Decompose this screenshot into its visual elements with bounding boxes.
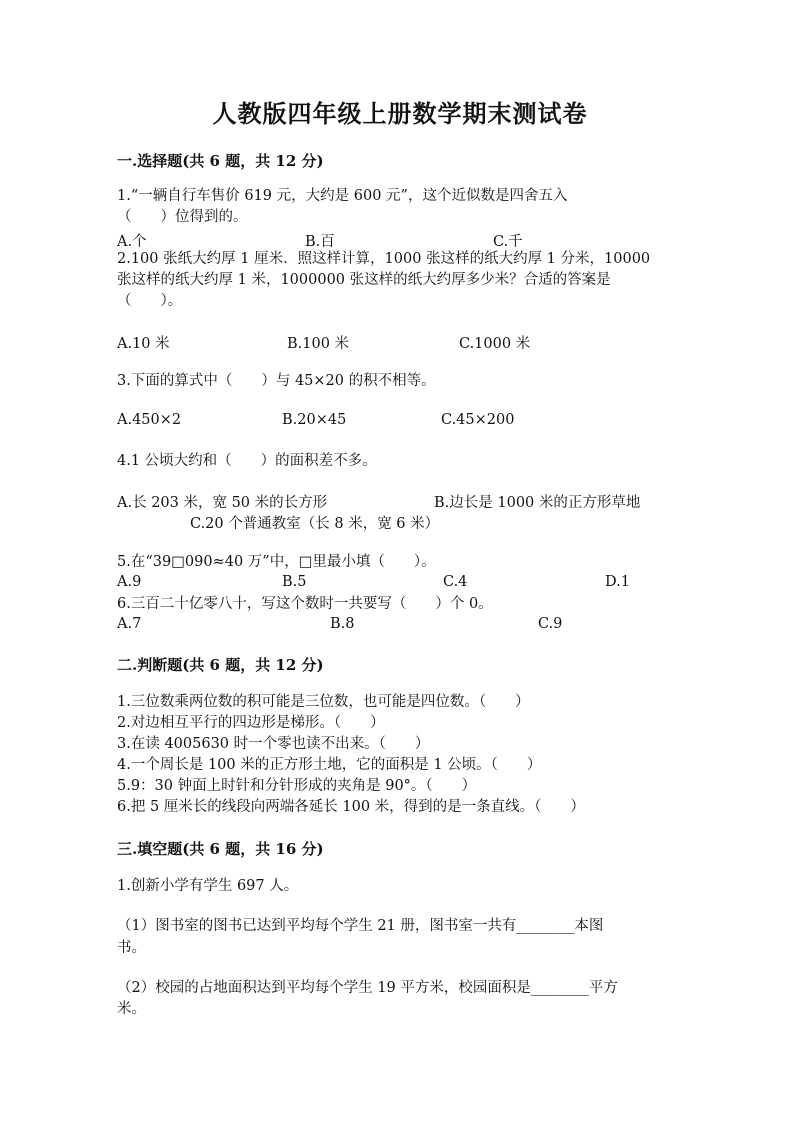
question-text: （1）图书室的图书已达到平均每个学生 21 册，图书室一共有________本图 bbox=[117, 918, 604, 934]
question-text: 4.1 公顷大约和（ ）的面积差不多。 bbox=[117, 453, 377, 469]
question-text: 米。 bbox=[117, 1001, 146, 1017]
page-title: 人教版四年级上册数学期末测试卷 bbox=[212, 99, 588, 128]
section-heading-judgement: 二.判断题(共 6 题，共 12 分) bbox=[117, 656, 324, 674]
statement-item: 5.9：30 钟面上时针和分针形成的夹角是 90°。（ ） bbox=[117, 778, 477, 794]
option-a: A.7 bbox=[117, 616, 142, 632]
statement-item: 4.一个周长是 100 米的正方形土地，它的面积是 1 公顷。（ ） bbox=[117, 757, 542, 773]
option-a: A.450×2 bbox=[117, 412, 182, 428]
option-a: A.9 bbox=[117, 574, 142, 590]
option-c: C.千 bbox=[493, 234, 523, 250]
option-b: B.边长是 1000 米的正方形草地 bbox=[434, 495, 641, 511]
option-b: B.100 米 bbox=[287, 336, 350, 352]
option-a: A.个 bbox=[117, 234, 147, 250]
statement-item: 1.三位数乘两位数的积可能是三位数，也可能是四位数。（ ） bbox=[117, 694, 530, 710]
statement-item: 6.把 5 厘米长的线段向两端各延长 100 米，得到的是一条直线。（ ） bbox=[117, 799, 585, 815]
question-text: （ ）位得到的。 bbox=[117, 209, 248, 225]
option-c: C.1000 米 bbox=[459, 336, 531, 352]
section-heading-choice: 一.选择题(共 6 题，共 12 分) bbox=[117, 152, 324, 170]
question-text: 2.100 张纸大约厚 1 厘米．照这样计算，1000 张这样的纸大约厚 1 分米，10000 bbox=[117, 251, 651, 267]
option-c: C.9 bbox=[538, 616, 563, 632]
option-a: A.长 203 米，宽 50 米的长方形 bbox=[117, 495, 328, 511]
question-text: 3.下面的算式中（ ）与 45×20 的积不相等。 bbox=[117, 373, 436, 389]
question-text: 6.三百二十亿零八十，写这个数时一共要写（ ）个 0。 bbox=[117, 596, 493, 612]
question-text: 1.“一辆自行车售价 619 元，大约是 600 元”，这个近似数是四舍五入 bbox=[117, 188, 568, 204]
option-b: B.5 bbox=[282, 574, 307, 590]
option-c: C.4 bbox=[443, 574, 468, 590]
section-heading-fill-blank: 三.填空题(共 6 题，共 16 分) bbox=[117, 840, 324, 858]
statement-item: 3.在读 4005630 时一个零也读不出来。（ ） bbox=[117, 736, 430, 752]
option-c: C.45×200 bbox=[441, 412, 515, 428]
question-text: （ ）。 bbox=[117, 293, 183, 309]
question-text: 书。 bbox=[117, 940, 146, 956]
option-b: B.百 bbox=[305, 234, 335, 250]
option-b: B.8 bbox=[330, 616, 355, 632]
question-text: 张这样的纸大约厚 1 米，1000000 张这样的纸大约厚多少米？合适的答案是 bbox=[117, 272, 611, 288]
question-text: 5.在“39□090≈40 万”中，□里最小填（ ）。 bbox=[117, 554, 436, 570]
option-b: B.20×45 bbox=[282, 412, 347, 428]
option-d: D.1 bbox=[605, 574, 630, 590]
question-text: 1.创新小学有学生 697 人。 bbox=[117, 878, 299, 894]
question-text: （2）校园的占地面积达到平均每个学生 19 平方米，校园面积是________平方 bbox=[117, 980, 618, 996]
option-c: C.20 个普通教室（长 8 米，宽 6 米） bbox=[190, 516, 440, 532]
option-a: A.10 米 bbox=[117, 336, 170, 352]
statement-item: 2.对边相互平行的四边形是梯形。（ ） bbox=[117, 715, 385, 731]
